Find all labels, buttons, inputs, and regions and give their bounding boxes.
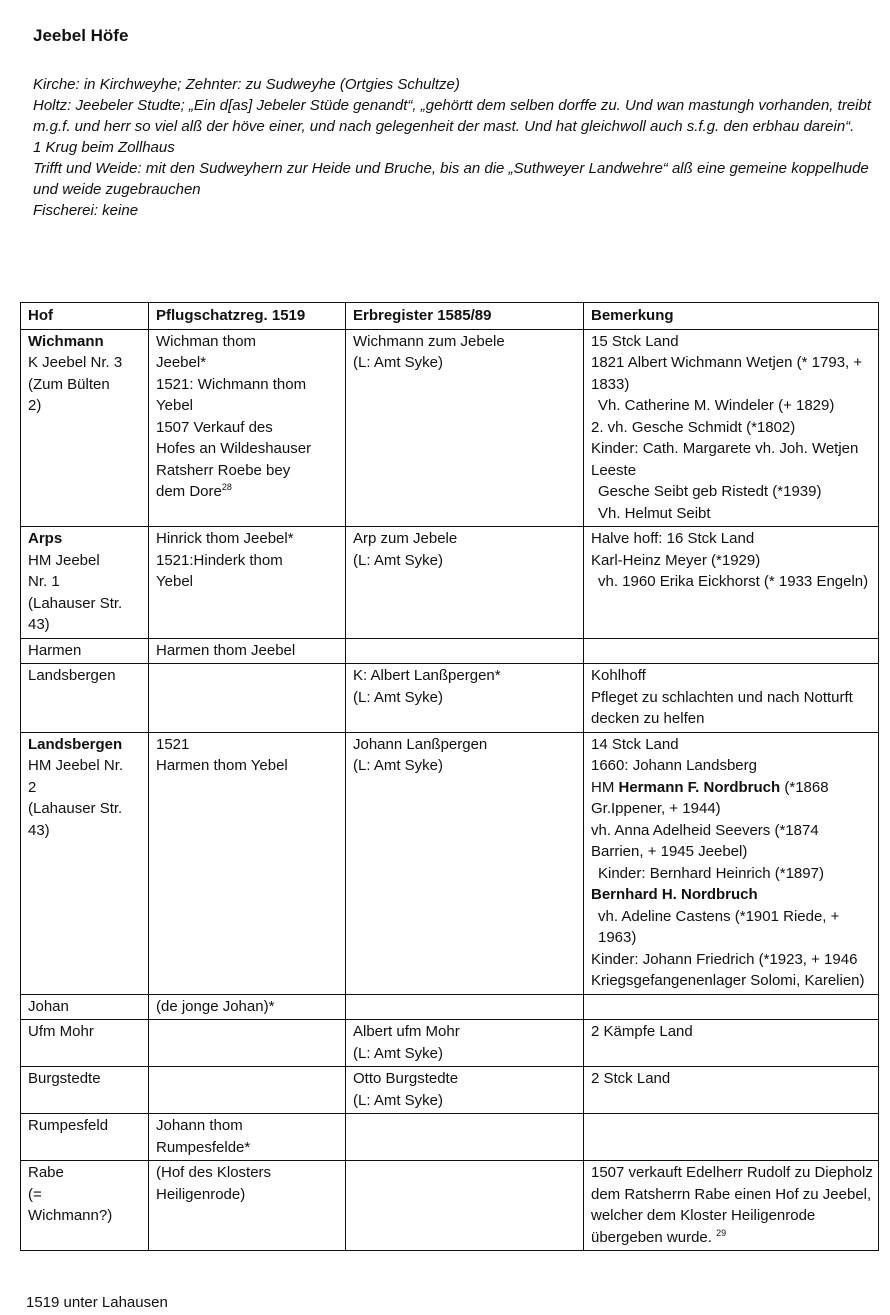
pflug-text: dem Dore (156, 483, 222, 500)
footer-note: 1519 unter Lahausen (26, 1294, 168, 1311)
bem-line: 15 Stck Land (591, 332, 679, 350)
pflug-line (156, 481, 341, 503)
bem-line: Pfleget zu schlachten und nach Notturft decken zu helfen (591, 688, 853, 727)
hof-name: Arps (28, 530, 63, 547)
hof-line: Wichmann?) (28, 1207, 113, 1224)
header-erbregister: Erbregister 1585/89 (346, 303, 584, 330)
bem-line: 2. vh. Gesche Schmidt (*1802) (591, 418, 796, 436)
cell-pflug (149, 664, 346, 733)
cell-pflug: Harmen thom Jeebel (149, 638, 346, 664)
cell-erb (346, 1020, 584, 1067)
pflug-line: Johann thom (156, 1117, 243, 1134)
cell-pflug (149, 732, 346, 994)
erb-line: Wichmann zum Jebele (353, 332, 505, 350)
cell-pflug: (de jonge Johan)* (149, 994, 346, 1020)
bem-line: 1660: Johann Landsberg (591, 757, 757, 774)
pflug-line: Hinrick thom Jeebel* (156, 530, 294, 547)
pflug-line: 1521 (156, 735, 190, 753)
cell-erb (346, 1067, 584, 1114)
table-row (21, 329, 879, 527)
cell-erb (346, 994, 584, 1020)
erb-line: (L: Amt Syke) (353, 354, 444, 371)
pflug-line: Hofes an Wildeshauser (156, 440, 312, 457)
cell-pflug (149, 1161, 346, 1251)
hof-line: (Zum Bülten (28, 375, 110, 393)
cell-pflug (149, 1067, 346, 1114)
erb-line: K: Albert Lanßpergen* (353, 667, 501, 684)
hof-line: HM Jeebel (28, 551, 100, 569)
cell-bemerkung (584, 664, 879, 733)
header-hof: Hof (21, 303, 149, 330)
pflug-line: Yebel (156, 573, 193, 590)
erb-line: Otto Burgstedte (353, 1070, 459, 1087)
erb-line: (L: Amt Syke) (353, 757, 444, 774)
cell-erb (346, 527, 584, 639)
hof-line: (= (28, 1185, 42, 1203)
cell-erb (346, 1161, 584, 1251)
bem-line: Kinder: Johann Friedrich (*1923, + 1946 Kriegsgefangenenlager Solomi, Karelien) (591, 950, 865, 989)
cell-bemerkung (584, 527, 879, 639)
table-header-row (21, 303, 879, 330)
cell-hof (21, 527, 149, 639)
pflug-line: 1521:Hinderk thom (156, 551, 283, 569)
cell-bemerkung (584, 1114, 879, 1161)
cell-erb (346, 664, 584, 733)
erb-line: (L: Amt Syke) (353, 1091, 444, 1109)
footnote-ref: 28 (221, 482, 232, 492)
intro-line: Trifft und Weide: mit den Sudweyhern zur Heide und Bruche, bis an die „Suthweyer Landwehre“ alß eine gemeine koppelhude und weide zugebrauchen (33, 160, 869, 198)
cell-bemerkung (584, 1161, 879, 1251)
bem-text: (*1868 Gr.Ippener, + 1944) (591, 778, 829, 817)
bem-text: HM (591, 778, 615, 796)
cell-erb (346, 1114, 584, 1161)
bem-line: Halve hoff: 16 Stck Land (591, 530, 755, 547)
pflug-line: Rumpesfelde* (156, 1138, 251, 1156)
cell-erb (346, 732, 584, 994)
hof-line: Nr. 1 (28, 573, 60, 590)
table-row (21, 1067, 879, 1114)
bem-bold-name: Hermann F. Nordbruch (618, 778, 781, 796)
cell-bemerkung (584, 732, 879, 994)
bem-bold-name: Bernhard H. Nordbruch (591, 886, 758, 903)
bem-line (591, 777, 874, 820)
table-row (21, 638, 879, 664)
intro-text (33, 74, 878, 221)
pflug-line: Heiligenrode) (156, 1185, 246, 1203)
bem-line: Kohlhoff (591, 667, 646, 684)
hof-name: Landsbergen (28, 735, 123, 753)
cell-erb (346, 329, 584, 527)
cell-erb (346, 638, 584, 664)
intro-line: 1 Krug beim Zollhaus (33, 139, 175, 156)
cell-bemerkung: 2 Stck Land (584, 1067, 879, 1114)
cell-pflug (149, 1020, 346, 1067)
hof-line: 43) (28, 821, 50, 839)
erb-line: Albert ufm Mohr (353, 1023, 460, 1040)
cell-pflug (149, 527, 346, 639)
hof-line: (Lahauser Str. (28, 594, 123, 612)
erb-line: (L: Amt Syke) (353, 551, 444, 569)
cell-bemerkung (584, 994, 879, 1020)
intro-line: Holtz: Jeebeler Studte; „Ein d[as] Jebeler Stüde genandt“, „gehörtt dem selben dorffe zu. Und wan mastungh vorhanden, treibt m.g.f. und herr so viel alß der höve einer, und nach gelegenheit der mast. Und hat gleichwoll auch s.f.g. den erbhau darein“. (33, 97, 871, 135)
cell-bemerkung: 2 Kämpfe Land (584, 1020, 879, 1067)
cell-hof (21, 329, 149, 527)
erb-line: (L: Amt Syke) (353, 688, 444, 706)
page-title: Jeebel Höfe (33, 26, 129, 45)
bem-line: vh. Adeline Castens (*1901 Riede, + 1963) (598, 907, 840, 946)
table-row (21, 994, 879, 1020)
bem-line: vh. Anna Adelheid Seevers (*1874 Barrien, + 1945 Jeebel) (591, 821, 819, 860)
footnote-ref: 29 (716, 1227, 727, 1238)
table-row (21, 732, 879, 994)
cell-hof (21, 732, 149, 994)
header-bemerkung: Bemerkung (584, 303, 879, 330)
hof-line: K Jeebel Nr. 3 (28, 354, 123, 371)
pflug-line: Wichman thom (156, 332, 257, 350)
bem-line: Gesche Seibt geb Ristedt (*1939) (598, 483, 822, 500)
hof-line: Rabe (28, 1164, 64, 1181)
hof-line: (Lahauser Str. (28, 800, 123, 817)
pflug-line: Yebel (156, 397, 193, 414)
bem-line: Karl-Heinz Meyer (*1929) (591, 551, 761, 569)
table-row (21, 1020, 879, 1067)
pflug-line: (Hof des Klosters (156, 1164, 272, 1181)
bem-text: 1507 verkauft Edelherr Rudolf zu Diepholz dem Ratsherrn Rabe einen Hof zu Jeebel, welcher dem Kloster Heiligenrode übergeben wurde. (591, 1164, 873, 1246)
cell-hof: Johan (21, 994, 149, 1020)
cell-bemerkung (584, 329, 879, 527)
pflug-line: Jeebel* (156, 354, 207, 371)
erb-line: (L: Amt Syke) (353, 1044, 444, 1062)
hof-name: Wichmann (28, 332, 104, 350)
pflug-line: 1521: Wichmann thom (156, 375, 307, 393)
erb-line: Arp zum Jebele (353, 530, 458, 547)
bem-line: Kinder: Bernhard Heinrich (*1897) (598, 864, 824, 882)
bem-line: vh. 1960 Erika Eickhorst (* 1933 Engeln) (598, 573, 869, 590)
intro-line: Kirche: in Kirchweyhe; Zehnter: zu Sudweyhe (Ortgies Schultze) (33, 76, 460, 93)
cell-pflug (149, 329, 346, 527)
cell-hof: Burgstedte (21, 1067, 149, 1114)
pflug-line: Harmen thom Yebel (156, 757, 288, 774)
hof-line: 43) (28, 616, 50, 633)
cell-hof: Rumpesfeld (21, 1114, 149, 1161)
cell-hof: Harmen (21, 638, 149, 664)
hoefe-table (20, 302, 879, 1251)
erb-line: Johann Lanßpergen (353, 735, 488, 753)
cell-hof: Ufm Mohr (21, 1020, 149, 1067)
hof-line: 2) (28, 397, 42, 414)
table-row (21, 664, 879, 733)
bem-line: Kinder: Cath. Margarete vh. Joh. Wetjen Leeste (591, 440, 859, 479)
hof-line: 2 (28, 778, 37, 796)
hof-line: HM Jeebel Nr. (28, 757, 124, 774)
cell-hof (21, 1161, 149, 1251)
cell-pflug (149, 1114, 346, 1161)
cell-bemerkung (584, 638, 879, 664)
pflug-line: 1507 Verkauf des (156, 418, 273, 436)
pflug-line: Ratsherr Roebe bey (156, 461, 291, 479)
bem-line: 1821 Albert Wichmann Wetjen (* 1793, + 1833) (591, 354, 863, 393)
table-row (21, 527, 879, 639)
header-pflugschatzreg: Pflugschatzreg. 1519 (149, 303, 346, 330)
intro-line: Fischerei: keine (33, 202, 139, 219)
bem-line: 14 Stck Land (591, 735, 679, 753)
bem-line: Vh. Catherine M. Windeler (+ 1829) (598, 397, 835, 414)
table-row (21, 1114, 879, 1161)
bem-line: Vh. Helmut Seibt (598, 504, 711, 522)
cell-hof: Landsbergen (21, 664, 149, 733)
table-row (21, 1161, 879, 1251)
